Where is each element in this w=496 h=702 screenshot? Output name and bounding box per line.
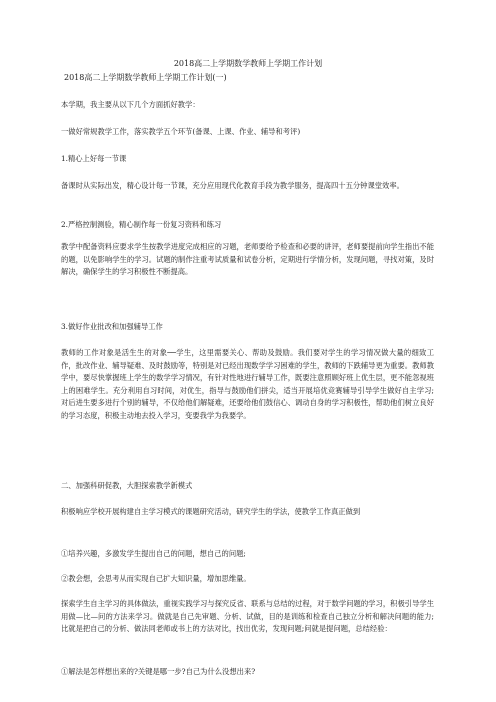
paragraph-list-item-2: ②教会想，会思考从而实现自己扩大知识量，增加思维量。 <box>61 574 251 583</box>
paragraph-item-1-body: 备课时从实际出发，精心设计每一节课，充分应用现代化教育手段为教学服务，提高四十五分钟课堂效率。 <box>61 181 404 190</box>
document-subtitle: 2018高二上学期数学教师上学期工作计划(一) <box>64 73 227 82</box>
paragraph-method-body: 探索学生自主学习的具体做法，重视实践学习与探究反省、联系与总结的过程，对于数学问题的学习，积极引导学生用做—比—问的方法来学习。做就是自己先审题、分析、试做，目的是训练和检查自己独立分析和解决问题的能力;比就是把自己的分析、做法同老师或书上的方法对比，找出优劣，发现问题;问就是提问题，总结经验： <box>61 599 434 633</box>
paragraph-item-3-body: 教师的工作对象是活生生的对象──学生，这里需要关心、帮助及鼓励。我们要对学生的学习情况做大量的细致工作，批改作业、辅导疑难、及时鼓励等，特别是对已经出现数学学习困难的学生，教师的下跌辅导更为重要。教师教学中，要尽快掌握班上学生的数学学习情况，有针对性地进行辅导工作，既要注意照顾好班上优生层，更不能忽视班上的困难学生。充分利用自习时间，对优生，指导与鼓励他们拼尖，适当开展培优竞赛辅导引导学生做好自主学习;对后进生要多进行个别的辅导，不仅给他们解疑难，还要给他们鼓信心、调动自身的学习积极性，帮助他们树立良好的学习态度，积极主动地去投入学习，变要我学为我要学。 <box>61 348 434 420</box>
paragraph-item-2-body: 教学中配备资料应要求学生按教学进度完成相应的习题，老师要给予检查和必要的讲评，老师要提前向学生指出不能的题，以免影响学生的学习。试题的制作注重考试质量和试卷分析，定期进行学情分析，发现问题，寻找对策，及时解决，确保学生的学习积极性不断提高。 <box>61 242 434 276</box>
paragraph-item-1-heading: 1.精心上好每一节课 <box>61 154 127 163</box>
paragraph-section-two-heading: 二、加强科研促教，大胆探索教学新模式 <box>61 481 193 490</box>
paragraph-item-3-heading: 3.做好作业批改和加强辅导工作 <box>61 322 163 331</box>
document-title: 2018高二上学期数学教师上学期工作计划 <box>173 59 323 68</box>
paragraph-intro: 本学期，我主要从以下几个方面抓好教学： <box>61 100 200 109</box>
paragraph-list-item-1: ①培养兴趣，多激发学生提出自己的问题，想自己的问题; <box>61 549 246 558</box>
paragraph-section-two-body: 积极响应学校开展构建自主学习模式的课题研究活动，研究学生的学法，使教学工作真正做到 <box>61 507 361 516</box>
paragraph-item-2-heading: 2.严格控制测验，精心制作每一份复习资料和练习 <box>61 220 222 229</box>
paragraph-section-one-heading: 一做好常规教学工作，落实教学五个环节(备课、上课、作业、辅导和考评) <box>61 127 301 136</box>
paragraph-question-1: ①解法是怎样想出来的?关键是哪一步?自己为什么没想出来? <box>61 667 256 676</box>
